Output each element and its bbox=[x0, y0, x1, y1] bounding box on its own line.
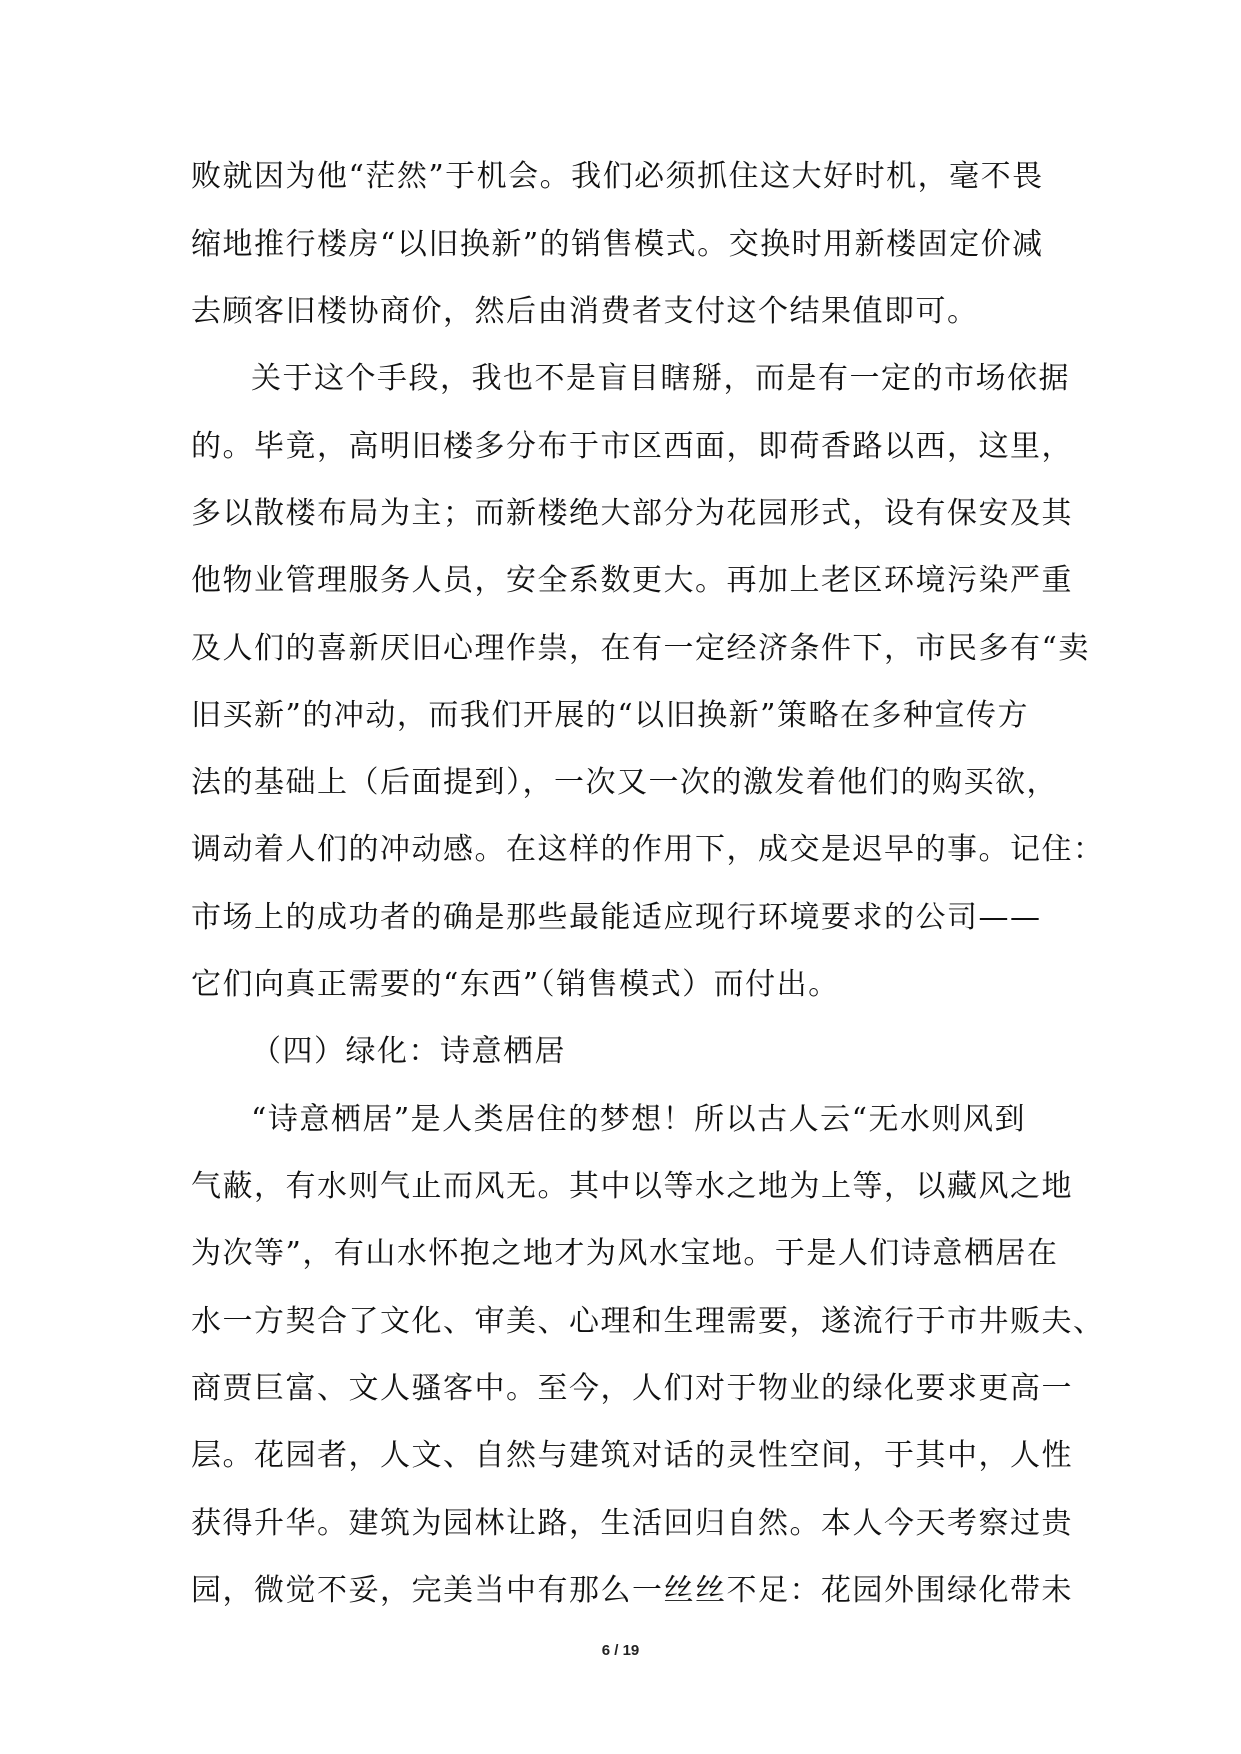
text-line: 败就因为他“茫然”于机会。我们必须抓住这大好时机，毫不畏 bbox=[191, 159, 1044, 194]
text-line: 他物业管理服务人员，安全系数更大。再加上老区环境污染严重 bbox=[191, 563, 1073, 598]
text-line: 层。花园者，人文、自然与建筑对话的灵性空间，于其中，人性 bbox=[191, 1438, 1073, 1473]
section-heading: （四）绿化：诗意栖居 bbox=[251, 1034, 566, 1069]
text-line: 气蔽，有水则气止而风无。其中以等水之地为上等，以藏风之地 bbox=[191, 1169, 1073, 1204]
text-line: 多以散楼布局为主；而新楼绝大部分为花园形式，设有保安及其 bbox=[191, 496, 1073, 531]
text-line: 商贾巨富、文人骚客中。至今，人们对于物业的绿化要求更高一 bbox=[191, 1371, 1073, 1406]
text-line: 市场上的成功者的确是那些最能适应现行环境要求的公司—— bbox=[191, 900, 1042, 935]
text-line: 缩地推行楼房“以旧换新”的销售模式。交换时用新楼固定价减 bbox=[191, 227, 1044, 262]
text-line: 的。毕竟，高明旧楼多分布于市区西面，即荷香路以西，这里， bbox=[191, 429, 1073, 464]
text-line: 水一方契合了文化、审美、心理和生理需要，遂流行于市井贩夫、 bbox=[191, 1304, 1105, 1339]
text-line: 及人们的喜新厌旧心理作祟，在有一定经济条件下，市民多有“卖 bbox=[191, 631, 1090, 666]
text-line: 关于这个手段，我也不是盲目瞎掰，而是有一定的市场依据 bbox=[251, 361, 1070, 396]
text-line: 它们向真正需要的“东西”（销售模式）而付出。 bbox=[191, 967, 840, 1002]
page-number: 6 / 19 bbox=[601, 1642, 640, 1659]
text-line: 法的基础上（后面提到），一次又一次的激发着他们的购买欲， bbox=[191, 765, 1058, 800]
text-line: 调动着人们的冲动感。在这样的作用下，成交是迟早的事。记住： bbox=[191, 832, 1105, 867]
text-line: 旧买新”的冲动，而我们开展的“以旧换新”策略在多种宣传方 bbox=[191, 698, 1030, 733]
text-line: 获得升华。建筑为园林让路，生活回归自然。本人今天考察过贵 bbox=[191, 1506, 1073, 1541]
text-line: “诗意栖居”是人类居住的梦想！所以古人云“无水则风到 bbox=[251, 1102, 1027, 1137]
text-line: 去顾客旧楼协商价，然后由消费者支付这个结果值即可。 bbox=[191, 294, 979, 329]
text-line: 为次等”，有山水怀抱之地才为风水宝地。于是人们诗意栖居在 bbox=[191, 1236, 1059, 1271]
text-line: 园，微觉不妥，完美当中有那么一丝丝不足：花园外围绿化带未 bbox=[191, 1573, 1073, 1608]
